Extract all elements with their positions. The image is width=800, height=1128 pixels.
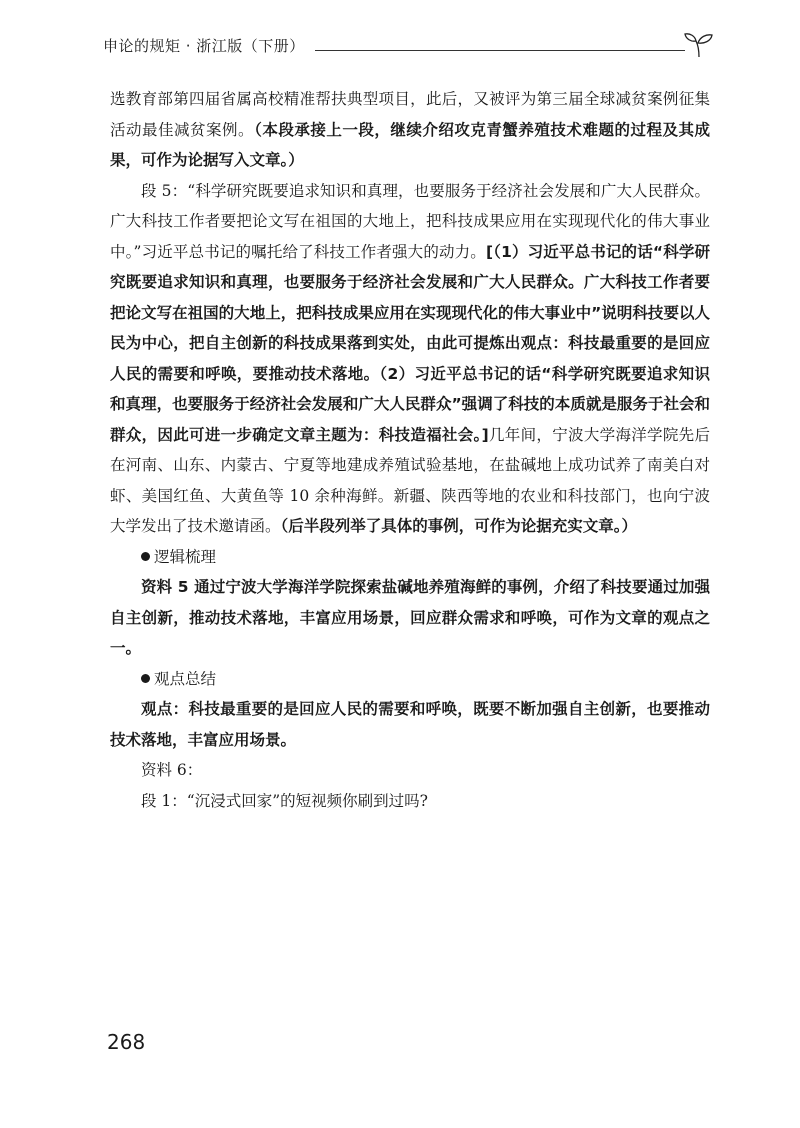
bullet-icon	[141, 674, 150, 683]
bullet-icon	[141, 552, 150, 561]
material6-paragraph1: 段 1：“沉浸式回家”的短视频你刷到过吗?	[141, 791, 428, 810]
page-header	[103, 30, 715, 60]
paragraph-continuation	[110, 84, 710, 176]
logic-text: 资料 5 通过宁波大学海洋学院探索盐碱地养殖海鲜的事例，介绍了科技要通过加强自主创新，推动技术落地，丰富应用场景，回应群众需求和呼唤，可作为文章的观点之一。	[110, 578, 710, 657]
header-title: 申论的规矩 · 浙江版（下册）	[103, 37, 305, 55]
annotation-text: （后半段列举了具体的事例，可作为论据充实文章。）	[280, 517, 638, 535]
header-rule	[315, 50, 685, 51]
summary-text: 观点：科技最重要的是回应人民的需要和呼唤，既要不断加强自主创新，也要推动技术落地，丰富应用场景。	[110, 700, 710, 749]
sprout-icon	[683, 30, 715, 58]
material6-label: 资料 6：	[141, 761, 203, 779]
annotation-text: [（1）习近平总书记的话“科学研究既要追求知识和真理，也要服务于经济社会发展和广大人民群众。广大科技工作者要把论文写在祖国的大地上，把科技成果应用在实现现代化的伟大事业中”说明科技要以人民为中心，把自主创新的科技成果落到实处，由此可提炼出观点：科技最重要的是回应人民的需要和呼唤，要推动技术落地。（2）习近平总书记的话“科学研究既要追求知识和真理，也要服务于经济社会发展和广大人民群众”强调了科技的本质就是服务于社会和群众，因此可进一步确定文章主题为：科技造福社会。]	[110, 242, 710, 444]
section-heading-summary: 观点总结	[110, 664, 710, 695]
annotation-text: （本段承接上一段，继续介绍攻克青蟹养殖技术难题的过程及其成果，可作为论据写入文章。）	[110, 120, 710, 169]
section-heading-logic: 逻辑梳理	[110, 542, 710, 573]
paragraph-text: 段 5：“科学研究既要追求知识和真理，也要服务于经济社会发展和广大人民群众。广大科技工作者要把论文写在祖国的大地上，把科技成果应用在实现现代化的伟大事业中。”习近平总书记的嘱托给了科技工作者强大的动力。	[110, 181, 710, 261]
paragraph-text: 几年间，宁波大学海洋学院先后在河南、山东、内蒙古、宁夏等地建成养殖试验基地，在盐碱地上成功试养了南美白对虾、美国红鱼、大黄鱼等 10 余种海鲜。新疆、陕西等地的农业和科技部门，也向宁波大学发出了技术邀请函。	[110, 425, 710, 535]
paragraph-text: 选教育部第四届省属高校精准帮扶典型项目，此后，又被评为第三届全球减贫案例征集活动最佳减贫案例。	[110, 90, 710, 139]
paragraph-duan5	[110, 176, 710, 542]
page-content	[110, 84, 710, 816]
page-number: 268	[107, 1030, 146, 1054]
